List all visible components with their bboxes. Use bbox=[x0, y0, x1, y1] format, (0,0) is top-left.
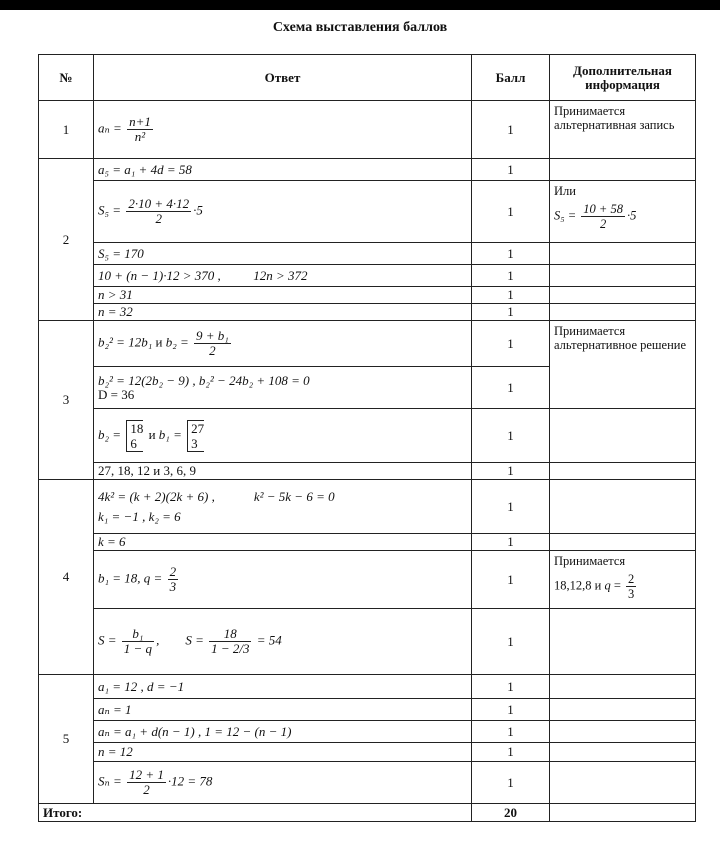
points-cell: 1 bbox=[472, 181, 550, 243]
scoring-table bbox=[38, 54, 696, 822]
fraction: $\frac{2\cdot 10 + 4\cdot 12}{2}$ bbox=[128, 196, 190, 226]
table-row bbox=[39, 551, 696, 609]
table-row bbox=[39, 101, 696, 159]
table-row bbox=[39, 675, 696, 699]
answer-cell: aₙ = $\frac{n+1}{\text{n²}}$ bbox=[94, 101, 472, 159]
info-cell bbox=[550, 265, 696, 287]
answer-cell: 27, 18, 12 и 3, 6, 9 bbox=[94, 463, 472, 480]
points-cell: 1 bbox=[472, 534, 550, 551]
answer-cell: 4k² = (k + 2)(2k + 6) , k² − 5k − 6 = 0 k₁ = −1 , k₂ = 6 bbox=[94, 480, 472, 534]
table-row bbox=[39, 321, 696, 367]
points-cell: 1 bbox=[472, 101, 550, 159]
info-cell: Принимается альтернативная запись bbox=[550, 101, 696, 159]
fraction: $\frac{12 + 1}{2}$ bbox=[129, 767, 164, 797]
points-cell: 1 bbox=[472, 480, 550, 534]
header-info: Дополнительная информация bbox=[550, 55, 696, 101]
answer-cell: b₂ = 18 6 и b₁ = 27 3 bbox=[94, 409, 472, 463]
info-cell bbox=[550, 480, 696, 534]
points-cell: 1 bbox=[472, 551, 550, 609]
info-cell bbox=[550, 159, 696, 181]
answer-cell: aₙ = a₁ + d(n − 1) , 1 = 12 − (n − 1) bbox=[94, 721, 472, 743]
header-row bbox=[39, 55, 696, 101]
total-label: Итого: bbox=[39, 804, 472, 822]
answer-cell: n > 31 bbox=[94, 287, 472, 304]
answer-cell: 10 + (n − 1)·12 > 370 , 12n > 372 bbox=[94, 265, 472, 287]
fraction: $\frac{18}{1 - 2/3}$ bbox=[211, 626, 250, 656]
bracket-set: 27 3 bbox=[187, 420, 204, 452]
header-answer: Ответ bbox=[94, 55, 472, 101]
table-row bbox=[39, 409, 696, 463]
info-cell: Или S₅ = $\frac{10 + 58}{2}$ ·5 bbox=[550, 181, 696, 243]
table-row bbox=[39, 534, 696, 551]
table-row bbox=[39, 743, 696, 762]
info-cell bbox=[550, 721, 696, 743]
points-cell: 1 bbox=[472, 609, 550, 675]
task-number: 4 bbox=[39, 480, 94, 675]
fraction: $\frac{2}{3}$ bbox=[628, 572, 635, 601]
points-cell: 1 bbox=[472, 304, 550, 321]
table-row bbox=[39, 609, 696, 675]
table-row bbox=[39, 159, 696, 181]
points-cell: 1 bbox=[472, 699, 550, 721]
info-cell bbox=[550, 699, 696, 721]
page-title: Схема выставления баллов bbox=[272, 20, 448, 35]
document-page bbox=[0, 10, 720, 857]
answer-cell: b₂² = 12(2b₂ − 9) , b₂² − 24b₂ + 108 = 0 D = 36 bbox=[94, 367, 472, 409]
table-row bbox=[39, 480, 696, 534]
points-cell: 1 bbox=[472, 762, 550, 804]
info-cell bbox=[550, 409, 696, 463]
table-row bbox=[39, 181, 696, 243]
total-row bbox=[39, 804, 696, 822]
total-info bbox=[550, 804, 696, 822]
info-cell bbox=[550, 287, 696, 304]
answer-cell: k = 6 bbox=[94, 534, 472, 551]
points-cell: 1 bbox=[472, 321, 550, 367]
answer-cell: b₂² = 12b₁ и b₂ = $\frac{\text{9 + b₁}}{2}$ bbox=[94, 321, 472, 367]
info-cell bbox=[550, 675, 696, 699]
info-cell bbox=[550, 762, 696, 804]
fraction: $\frac{n+1}{\text{n²}}$ bbox=[129, 114, 151, 144]
points-cell: 1 bbox=[472, 463, 550, 480]
answer-cell: b₁ = 18, q = $\frac{2}{3}$ bbox=[94, 551, 472, 609]
table-row bbox=[39, 699, 696, 721]
answer-cell: S = $\frac{\text{b₁}}{1 - q}$ , S = $\frac{18}{1 - 2/3}$ = 54 bbox=[94, 609, 472, 675]
answer-cell: a₅ = a₁ + 4d = 58 bbox=[94, 159, 472, 181]
points-cell: 1 bbox=[472, 243, 550, 265]
table-row bbox=[39, 265, 696, 287]
total-value: 20 bbox=[472, 804, 550, 822]
points-cell: 1 bbox=[472, 721, 550, 743]
points-cell: 1 bbox=[472, 287, 550, 304]
answer-cell: S₅ = 170 bbox=[94, 243, 472, 265]
info-cell bbox=[550, 304, 696, 321]
table-row bbox=[39, 721, 696, 743]
points-cell: 1 bbox=[472, 409, 550, 463]
info-cell bbox=[550, 534, 696, 551]
fraction: $\frac{\text{b₁}}{1 - q}$ bbox=[123, 626, 153, 656]
table-row bbox=[39, 762, 696, 804]
info-cell bbox=[550, 743, 696, 762]
answer-cell: n = 32 bbox=[94, 304, 472, 321]
answer-cell: S₅ = $\frac{2\cdot 10 + 4\cdot 12}{2}$ ·5 bbox=[94, 181, 472, 243]
points-cell: 1 bbox=[472, 367, 550, 409]
answer-cell: a₁ = 12 , d = −1 bbox=[94, 675, 472, 699]
info-cell bbox=[550, 609, 696, 675]
answer-cell: n = 12 bbox=[94, 743, 472, 762]
fraction: $\frac{10 + 58}{2}$ bbox=[583, 202, 623, 231]
info-cell: Принимается 18,12,8 и q = $\frac{2}{3}$ bbox=[550, 551, 696, 609]
points-cell: 1 bbox=[472, 265, 550, 287]
info-cell bbox=[550, 463, 696, 480]
points-cell: 1 bbox=[472, 159, 550, 181]
task-number: 1 bbox=[39, 101, 94, 159]
header-num: № bbox=[39, 55, 94, 101]
answer-cell: Sₙ = $\frac{12 + 1}{2}$ ·12 = 78 bbox=[94, 762, 472, 804]
fraction: $\frac{2}{3}$ bbox=[169, 564, 177, 594]
table-row bbox=[39, 463, 696, 480]
points-cell: 1 bbox=[472, 675, 550, 699]
header-points: Балл bbox=[472, 55, 550, 101]
table-row bbox=[39, 287, 696, 304]
task-number: 5 bbox=[39, 675, 94, 804]
answer-cell: aₙ = 1 bbox=[94, 699, 472, 721]
table-row bbox=[39, 304, 696, 321]
task-number: 3 bbox=[39, 321, 94, 480]
table-row bbox=[39, 243, 696, 265]
bracket-set: 18 6 bbox=[126, 420, 143, 452]
info-cell: Принимается альтернативное решение bbox=[550, 321, 696, 409]
points-cell: 1 bbox=[472, 743, 550, 762]
fraction: $\frac{\text{9 + b₁}}{2}$ bbox=[196, 328, 229, 358]
task-number: 2 bbox=[39, 159, 94, 321]
info-cell bbox=[550, 243, 696, 265]
